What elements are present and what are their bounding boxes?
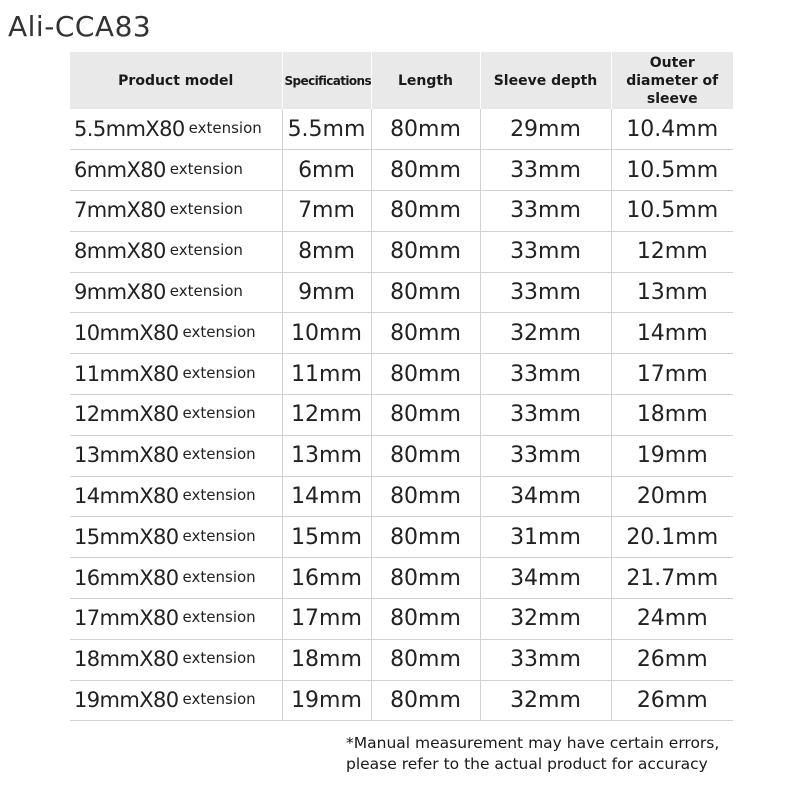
model-suffix: extension — [182, 322, 256, 341]
cell-specification: 19mm — [282, 680, 371, 721]
cell-length: 80mm — [371, 517, 480, 558]
measurement-note — [346, 733, 719, 775]
cell-outer-diameter: 10.4mm — [611, 109, 733, 150]
model-suffix: extension — [169, 159, 243, 178]
header-sleeve-depth: Sleeve depth — [480, 52, 611, 109]
model-name: 14mmX80 — [74, 484, 179, 509]
table-row — [70, 191, 733, 232]
model-suffix: extension — [169, 241, 243, 260]
cell-sleeve-depth: 33mm — [480, 150, 611, 191]
cell-sleeve-depth: 33mm — [480, 191, 611, 232]
cell-outer-diameter: 13mm — [611, 272, 733, 313]
model-name: 7mmX80 — [74, 198, 166, 223]
model-suffix: extension — [182, 404, 256, 423]
model-name: 18mmX80 — [74, 647, 179, 672]
model-suffix: extension — [182, 690, 256, 709]
table-row — [70, 680, 733, 721]
model-suffix: extension — [182, 608, 256, 627]
cell-sleeve-depth: 33mm — [480, 354, 611, 395]
table-row — [70, 313, 733, 354]
cell-outer-diameter: 20mm — [611, 476, 733, 517]
watermark-text: Ali-CCA83 — [8, 10, 152, 43]
cell-product-model — [70, 191, 282, 232]
model-name: 15mmX80 — [74, 524, 179, 549]
table-row — [70, 599, 733, 640]
table-row — [70, 517, 733, 558]
model-name: 16mmX80 — [74, 565, 179, 590]
cell-outer-diameter: 12mm — [611, 231, 733, 272]
model-suffix: extension — [169, 200, 243, 219]
cell-sleeve-depth: 33mm — [480, 272, 611, 313]
cell-product-model — [70, 517, 282, 558]
cell-sleeve-depth: 33mm — [480, 639, 611, 680]
cell-length: 80mm — [371, 150, 480, 191]
model-suffix: extension — [182, 486, 256, 505]
model-name: 10mmX80 — [74, 320, 179, 345]
cell-sleeve-depth: 34mm — [480, 476, 611, 517]
cell-length: 80mm — [371, 558, 480, 599]
header-product-model: Product model — [118, 72, 234, 89]
table-row — [70, 558, 733, 599]
cell-sleeve-depth: 33mm — [480, 435, 611, 476]
table-row — [70, 150, 733, 191]
cell-length: 80mm — [371, 435, 480, 476]
cell-product-model — [70, 354, 282, 395]
cell-length: 80mm — [371, 109, 480, 150]
cell-product-model — [70, 599, 282, 640]
note-line-1: *Manual measurement may have certain errors, — [346, 734, 720, 752]
cell-product-model — [70, 558, 282, 599]
model-suffix: extension — [182, 445, 256, 464]
cell-sleeve-depth: 34mm — [480, 558, 611, 599]
cell-sleeve-depth: 33mm — [480, 231, 611, 272]
model-suffix: extension — [182, 526, 256, 545]
cell-outer-diameter: 20.1mm — [611, 517, 733, 558]
model-suffix: extension — [182, 649, 256, 668]
cell-specification: 14mm — [282, 476, 371, 517]
model-name: 17mmX80 — [74, 606, 179, 631]
cell-outer-diameter: 10.5mm — [611, 191, 733, 232]
cell-specification: 12mm — [282, 395, 371, 436]
model-name: 8mmX80 — [74, 239, 166, 264]
cell-product-model — [70, 272, 282, 313]
cell-sleeve-depth: 29mm — [480, 109, 611, 150]
cell-outer-diameter: 18mm — [611, 395, 733, 436]
table-row — [70, 354, 733, 395]
cell-product-model — [70, 435, 282, 476]
cell-sleeve-depth: 33mm — [480, 395, 611, 436]
cell-sleeve-depth: 32mm — [480, 680, 611, 721]
model-name: 9mmX80 — [74, 280, 166, 305]
cell-product-model — [70, 395, 282, 436]
cell-specification: 16mm — [282, 558, 371, 599]
cell-length: 80mm — [371, 680, 480, 721]
cell-outer-diameter: 14mm — [611, 313, 733, 354]
cell-length: 80mm — [371, 476, 480, 517]
cell-product-model — [70, 639, 282, 680]
cell-specification: 5.5mm — [282, 109, 371, 150]
header-outer-diameter: Outer diameter of sleeve — [611, 52, 733, 109]
cell-specification: 17mm — [282, 599, 371, 640]
model-suffix: extension — [182, 567, 256, 586]
cell-specification: 11mm — [282, 354, 371, 395]
cell-outer-diameter: 17mm — [611, 354, 733, 395]
cell-outer-diameter: 10.5mm — [611, 150, 733, 191]
note-line-2: please refer to the actual product for accuracy — [346, 755, 708, 773]
cell-product-model — [70, 150, 282, 191]
cell-sleeve-depth: 32mm — [480, 313, 611, 354]
cell-specification: 10mm — [282, 313, 371, 354]
model-name: 5.5mmX80 — [74, 116, 185, 141]
cell-product-model — [70, 231, 282, 272]
cell-specification: 6mm — [282, 150, 371, 191]
cell-length: 80mm — [371, 313, 480, 354]
cell-length: 80mm — [371, 599, 480, 640]
cell-product-model — [70, 476, 282, 517]
cell-sleeve-depth: 31mm — [480, 517, 611, 558]
model-name: 13mmX80 — [74, 443, 179, 468]
cell-outer-diameter: 19mm — [611, 435, 733, 476]
table-row — [70, 395, 733, 436]
model-name: 11mmX80 — [74, 361, 179, 386]
cell-product-model — [70, 109, 282, 150]
cell-sleeve-depth: 32mm — [480, 599, 611, 640]
cell-length: 80mm — [371, 191, 480, 232]
header-specifications: Specifications — [282, 52, 371, 109]
table-row — [70, 639, 733, 680]
table-row — [70, 272, 733, 313]
cell-specification: 13mm — [282, 435, 371, 476]
model-name: 19mmX80 — [74, 688, 179, 713]
model-name: 12mmX80 — [74, 402, 179, 427]
cell-length: 80mm — [371, 639, 480, 680]
cell-length: 80mm — [371, 395, 480, 436]
cell-product-model — [70, 680, 282, 721]
table-row — [70, 231, 733, 272]
model-suffix: extension — [182, 363, 256, 382]
table-header-row — [70, 52, 733, 109]
cell-product-model — [70, 313, 282, 354]
model-suffix: extension — [188, 118, 262, 137]
table-row — [70, 476, 733, 517]
cell-length: 80mm — [371, 272, 480, 313]
cell-outer-diameter: 26mm — [611, 639, 733, 680]
cell-outer-diameter: 26mm — [611, 680, 733, 721]
cell-length: 80mm — [371, 354, 480, 395]
table-row — [70, 109, 733, 150]
cell-specification: 7mm — [282, 191, 371, 232]
cell-outer-diameter: 24mm — [611, 599, 733, 640]
cell-specification: 9mm — [282, 272, 371, 313]
table-row — [70, 435, 733, 476]
cell-outer-diameter: 21.7mm — [611, 558, 733, 599]
specification-table — [70, 52, 733, 721]
model-name: 6mmX80 — [74, 157, 166, 182]
model-suffix: extension — [169, 282, 243, 301]
cell-length: 80mm — [371, 231, 480, 272]
header-length: Length — [371, 52, 480, 109]
cell-specification: 15mm — [282, 517, 371, 558]
cell-specification: 8mm — [282, 231, 371, 272]
cell-specification: 18mm — [282, 639, 371, 680]
